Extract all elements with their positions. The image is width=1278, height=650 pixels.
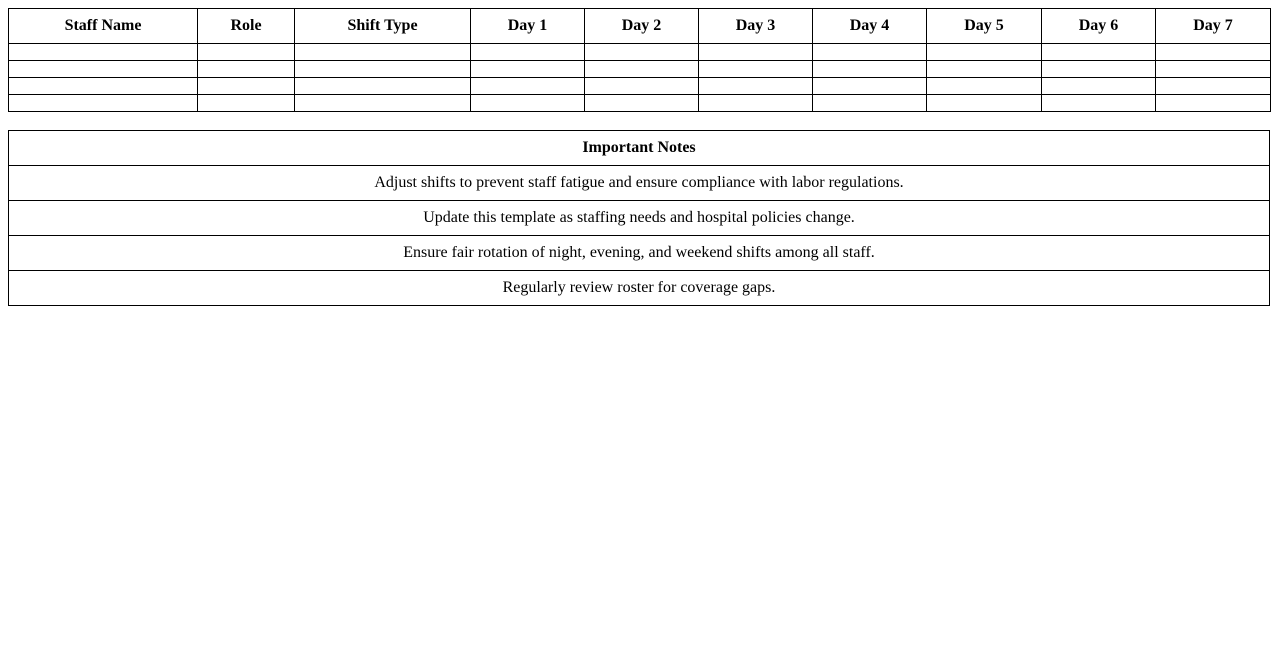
table-cell bbox=[9, 44, 198, 61]
notes-title: Important Notes bbox=[9, 131, 1270, 166]
roster-header-row bbox=[9, 9, 1271, 44]
note-item: Update this template as staffing needs and hospital policies change. bbox=[9, 201, 1270, 236]
page-content bbox=[8, 8, 1270, 306]
column-header-shift-type: Shift Type bbox=[295, 9, 471, 44]
table-cell bbox=[927, 95, 1042, 112]
table-row bbox=[9, 78, 1271, 95]
table-cell bbox=[1042, 61, 1156, 78]
note-item: Regularly review roster for coverage gaps. bbox=[9, 271, 1270, 306]
table-cell bbox=[699, 78, 813, 95]
table-row bbox=[9, 95, 1271, 112]
staff-roster-table bbox=[8, 8, 1271, 112]
table-cell bbox=[198, 61, 295, 78]
column-header-day-7: Day 7 bbox=[1156, 9, 1271, 44]
table-row bbox=[9, 61, 1271, 78]
note-item: Ensure fair rotation of night, evening, and weekend shifts among all staff. bbox=[9, 236, 1270, 271]
table-cell bbox=[1156, 44, 1271, 61]
column-header-day-1: Day 1 bbox=[471, 9, 585, 44]
important-notes-table bbox=[8, 130, 1270, 306]
table-cell bbox=[471, 78, 585, 95]
note-row bbox=[9, 271, 1270, 306]
table-cell bbox=[1042, 44, 1156, 61]
table-cell bbox=[699, 61, 813, 78]
table-cell bbox=[585, 78, 699, 95]
column-header-day-2: Day 2 bbox=[585, 9, 699, 44]
table-cell bbox=[813, 95, 927, 112]
column-header-day-5: Day 5 bbox=[927, 9, 1042, 44]
note-item: Adjust shifts to prevent staff fatigue and ensure compliance with labor regulations. bbox=[9, 166, 1270, 201]
note-row bbox=[9, 166, 1270, 201]
table-cell bbox=[198, 44, 295, 61]
table-cell bbox=[813, 78, 927, 95]
table-cell bbox=[1042, 78, 1156, 95]
table-cell bbox=[1156, 61, 1271, 78]
note-row bbox=[9, 236, 1270, 271]
table-cell bbox=[585, 61, 699, 78]
table-row bbox=[9, 44, 1271, 61]
table-cell bbox=[1156, 78, 1271, 95]
table-cell bbox=[9, 95, 198, 112]
column-header-role: Role bbox=[198, 9, 295, 44]
table-cell bbox=[198, 78, 295, 95]
table-cell bbox=[295, 61, 471, 78]
column-header-day-3: Day 3 bbox=[699, 9, 813, 44]
note-row bbox=[9, 201, 1270, 236]
table-cell bbox=[1042, 95, 1156, 112]
column-header-staff-name: Staff Name bbox=[9, 9, 198, 44]
table-cell bbox=[198, 95, 295, 112]
table-cell bbox=[699, 95, 813, 112]
notes-header-row bbox=[9, 131, 1270, 166]
table-cell bbox=[471, 61, 585, 78]
column-header-day-4: Day 4 bbox=[813, 9, 927, 44]
table-cell bbox=[585, 95, 699, 112]
table-cell bbox=[813, 61, 927, 78]
table-cell bbox=[295, 95, 471, 112]
table-cell bbox=[295, 78, 471, 95]
table-cell bbox=[471, 44, 585, 61]
table-cell bbox=[813, 44, 927, 61]
table-cell bbox=[295, 44, 471, 61]
table-cell bbox=[9, 61, 198, 78]
table-cell bbox=[927, 61, 1042, 78]
column-header-day-6: Day 6 bbox=[1042, 9, 1156, 44]
table-cell bbox=[699, 44, 813, 61]
table-cell bbox=[927, 78, 1042, 95]
table-cell bbox=[927, 44, 1042, 61]
table-cell bbox=[585, 44, 699, 61]
table-cell bbox=[471, 95, 585, 112]
table-cell bbox=[1156, 95, 1271, 112]
table-cell bbox=[9, 78, 198, 95]
